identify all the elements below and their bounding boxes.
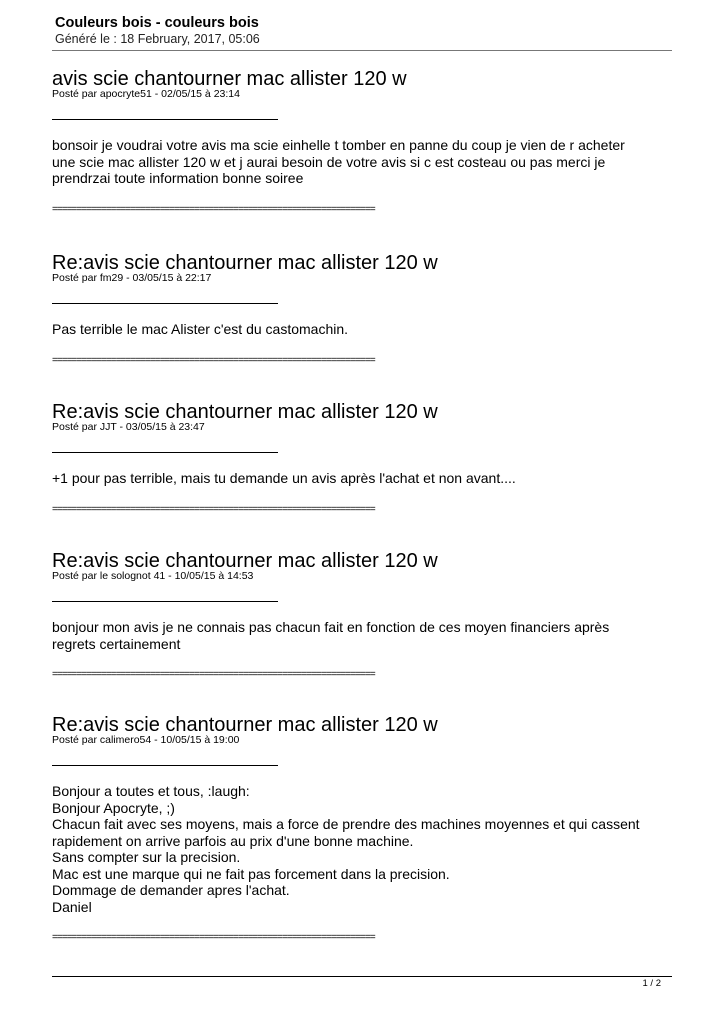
post-separator: ================================================================== bbox=[52, 355, 375, 366]
page-number: 1 / 2 bbox=[642, 978, 661, 989]
post-divider bbox=[52, 601, 278, 602]
post-paragraph: Mac est une marque qui ne fait pas forcement dans la precision. bbox=[52, 865, 450, 882]
post-title: Re:avis scie chantourner mac allister 120 w bbox=[52, 714, 438, 736]
post-body bbox=[52, 783, 642, 915]
footer-divider bbox=[52, 976, 672, 977]
post-paragraph: Chacun fait avec ses moyens, mais a force de prendre des machines moyennes et qui cassent rapidement on arrive parfois au prix d'une bonne machine. bbox=[52, 816, 640, 849]
generated-date: Généré le : 18 February, 2017, 05:06 bbox=[55, 32, 260, 46]
post-body bbox=[52, 470, 642, 487]
post bbox=[52, 551, 672, 680]
post bbox=[52, 715, 672, 943]
post-paragraph: Pas terrible le mac Alister c'est du castomachin. bbox=[52, 321, 349, 337]
post-separator: ================================================================== bbox=[52, 670, 375, 680]
post-meta: Posté par fm29 - 03/05/15 à 22:17 bbox=[52, 272, 212, 284]
post-paragraph: Bonjour a toutes et tous, :laugh: bbox=[52, 783, 250, 799]
post bbox=[52, 253, 672, 366]
post-body bbox=[52, 137, 642, 187]
post-meta: Posté par le solognot 41 - 10/05/15 à 14:53 bbox=[52, 570, 254, 582]
post-title: avis scie chantourner mac allister 120 w bbox=[52, 68, 407, 90]
site-title: Couleurs bois - couleurs bois bbox=[55, 15, 259, 31]
post-paragraph: Sans compter sur la precision. bbox=[52, 849, 241, 865]
post-meta: Posté par apocryte51 - 02/05/15 à 23:14 bbox=[52, 88, 240, 100]
post-meta: Posté par calimero54 - 10/05/15 à 19:00 bbox=[52, 734, 240, 746]
post-paragraph: bonjour mon avis je ne connais pas chacun fait en fonction de ces moyen financiers après regrets certainement bbox=[52, 619, 610, 652]
post-divider bbox=[52, 119, 278, 120]
post bbox=[52, 69, 672, 215]
post-body bbox=[52, 321, 642, 338]
post-separator: ================================================================== bbox=[52, 933, 375, 943]
post-meta: Posté par JJT - 03/05/15 à 23:47 bbox=[52, 421, 205, 433]
post-paragraph: Daniel bbox=[52, 898, 92, 915]
post-paragraph: +1 pour pas terrible, mais tu demande un avis après l'achat et non avant.... bbox=[52, 470, 516, 486]
post-body bbox=[52, 619, 642, 652]
post-paragraph: Bonjour Apocryte, ;) bbox=[52, 799, 175, 816]
header-divider bbox=[52, 50, 672, 51]
post bbox=[52, 402, 672, 515]
post-paragraph: Dommage de demander apres l'achat. bbox=[52, 882, 290, 898]
post-separator: ================================================================== bbox=[52, 204, 375, 215]
post-separator: ================================================================== bbox=[52, 504, 375, 515]
post-title: Re:avis scie chantourner mac allister 120 w bbox=[52, 401, 438, 423]
post-divider bbox=[52, 452, 278, 453]
post-title: Re:avis scie chantourner mac allister 120 w bbox=[52, 550, 438, 572]
document-header bbox=[55, 15, 672, 47]
post-paragraph: bonsoir je voudrai votre avis ma scie einhelle t tomber en panne du coup je vien de r acheter une scie mac allister 120 w et j aurai besoin de votre avis si c est costeau ou pas merci je prendrzai toute information bonne soiree bbox=[52, 137, 625, 186]
post-divider bbox=[52, 765, 278, 766]
post-title: Re:avis scie chantourner mac allister 120 w bbox=[52, 252, 438, 274]
post-divider bbox=[52, 303, 278, 304]
